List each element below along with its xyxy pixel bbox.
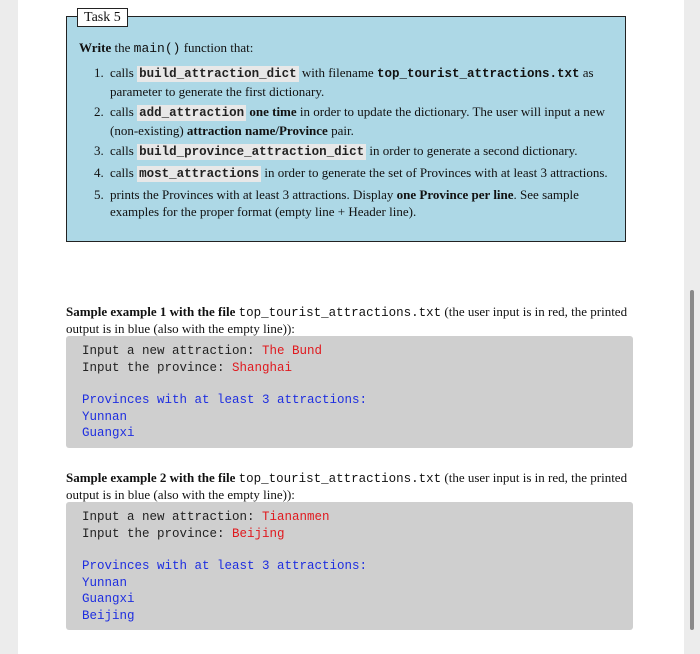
task-list-item: [94, 103, 624, 139]
list-item-text: in order to generate the set of Provinces with at least 3 attractions.: [261, 165, 608, 180]
intro-post: function that:: [180, 40, 254, 55]
sample-1-prompt-2: Input the province:: [82, 360, 233, 375]
sample-1-prompt-1: Input a new attraction:: [82, 344, 263, 358]
task-intro: [79, 40, 253, 56]
sample-1-header: Provinces with at least 3 attractions:: [82, 393, 368, 407]
sample-1-input-1: The Bund: [262, 344, 323, 358]
sample-1-line-2: [82, 360, 617, 377]
scrollbar-thumb[interactable]: [690, 290, 694, 630]
list-item-text: with filename: [298, 65, 377, 80]
function-name: add_attraction: [139, 106, 245, 120]
task-list-item: [94, 64, 624, 100]
sample-1-title-bold: Sample example 1 with the file: [66, 304, 236, 319]
list-item-text: in order to generate a second dictionary.: [366, 143, 578, 158]
sample-2-code: [66, 502, 633, 630]
list-item-number: 2.: [94, 104, 104, 119]
list-item-text: calls: [110, 65, 138, 80]
sample-2-prompt-1: Input a new attraction:: [82, 510, 263, 524]
sample-2-line-2: [82, 526, 617, 543]
sample-2-title: [66, 470, 646, 503]
function-name: most_attractions: [139, 167, 260, 181]
sample-1-line-1: [82, 343, 617, 360]
list-item-text: . See sample examples for the proper format (empty line + Header line).: [110, 187, 579, 219]
document-page: [18, 0, 684, 654]
function-name: build_province_attraction_dict: [139, 145, 365, 159]
sample-1-title-file: top_tourist_attractions.txt: [238, 306, 442, 320]
intro-code: main(): [133, 41, 181, 56]
sample-1-empty-line: [82, 376, 617, 392]
task-list-item: [94, 164, 624, 183]
list-item-number: 3.: [94, 143, 104, 158]
list-item-text: pair.: [327, 123, 354, 138]
list-item-number: 5.: [94, 187, 104, 202]
sample-2-prompt-2: Input the province:: [82, 526, 233, 541]
sample-2-input-1: Tiananmen: [262, 510, 330, 524]
list-item-text: calls: [110, 143, 138, 158]
list-item-text: prints the Provinces with at least 3 attractions. Display: [110, 187, 397, 202]
sample-2-title-bold: Sample example 2 with the file: [66, 470, 236, 485]
emphasis-text: one Province per line: [396, 187, 514, 202]
task-list: [94, 64, 624, 223]
sample-2-line-1: [82, 509, 617, 526]
sample-1-input-2: Shanghai: [232, 360, 293, 375]
sample-2-province: Guangxi: [82, 592, 135, 606]
list-item-text: as parameter to generate the first dictionary.: [110, 65, 594, 99]
sample-1-province: Guangxi: [82, 426, 135, 440]
list-item-number: 4.: [94, 165, 104, 180]
sample-2-title-rest: (the user input is in red, the printed output is in blue (also with the empty line)):: [66, 470, 628, 502]
sample-1-province: Yunnan: [82, 409, 128, 424]
filename: top_tourist_attractions.txt: [376, 67, 580, 81]
emphasis-text: attraction name/Province: [186, 123, 328, 138]
sample-1-title-rest: (the user input is in red, the printed output is in blue (also with the empty line)):: [66, 304, 628, 336]
intro-pre: the: [111, 40, 134, 55]
task-list-item: [94, 142, 624, 161]
list-item-text: in order to update the dictionary. The user will input a new (non-existing): [110, 104, 605, 138]
sample-2-province: Beijing: [82, 608, 135, 623]
list-item-number: 1.: [94, 65, 104, 80]
intro-bold: Write: [79, 40, 112, 55]
list-item-text: calls: [110, 104, 138, 119]
sample-2-input-2: Beijing: [232, 526, 285, 541]
sample-2-empty-line: [82, 542, 617, 558]
list-item-text: calls: [110, 165, 138, 180]
sample-2-title-file: top_tourist_attractions.txt: [238, 472, 442, 486]
sample-2-province: Yunnan: [82, 575, 128, 590]
sample-2-header: Provinces with at least 3 attractions:: [82, 559, 368, 573]
task-label: Task 5: [77, 8, 128, 27]
function-name: build_attraction_dict: [139, 67, 297, 81]
task-list-item: [94, 186, 624, 220]
sample-1-code: [66, 336, 633, 448]
emphasis-text: one time: [246, 104, 297, 119]
sample-1-title: [66, 304, 646, 337]
